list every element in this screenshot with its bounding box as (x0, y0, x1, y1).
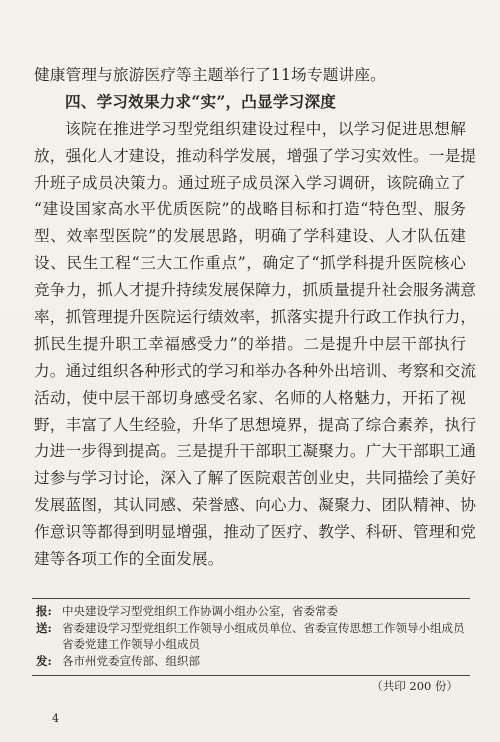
body-line: 放，强化人才建设，推动科学发展，增强了学习实效性。一是提 (34, 146, 477, 165)
report-to-label: 报: (36, 604, 52, 618)
send-to-row-continued (32, 636, 470, 653)
send-to-row (32, 620, 470, 637)
body-line: 过参与学习讨论，深入了解了医院艰苦创业史，共同描绘了美好 (34, 469, 477, 488)
body-line: 作意识等都得到明显增强，推动了医疗、教学、科研、管理和党 (34, 523, 477, 542)
body-line: 竞争力，抓人才提升持续发展保障力，抓质量提升社会服务满意 (34, 281, 477, 300)
page-number: 4 (52, 712, 59, 725)
body-line: 力进一步得到提高。三是提升干部职工凝聚力。广大干部职工通 (34, 442, 477, 461)
body-line: 设、民生工程“三大工作重点”，确定了“抓学科提升医院核心 (34, 254, 466, 273)
distribution-list (32, 598, 470, 676)
section-heading: 四、学习效果力求“实”，凸显学习深度 (65, 91, 337, 111)
print-count: （共印 200 份） (371, 679, 458, 693)
issue-to-row (32, 653, 470, 670)
body-line: 建等各项工作的全面发展。 (34, 550, 224, 569)
send-to-label: 送: (36, 620, 52, 635)
body-line: 升班子成员决策力。通过班子成员深入学习调研，该院确立了 (34, 173, 466, 192)
issue-to-label: 发: (36, 653, 52, 668)
body-line: 野，丰富了人生经验，升华了思想境界，提高了综合素养，执行 (34, 415, 477, 434)
document-body (34, 62, 477, 573)
report-to-row (32, 603, 470, 620)
body-line: “建设国家高水平优质医院”的战略目标和打造“特色型、服务 (34, 200, 466, 219)
body-line: 活动，使中层干部切身感受名家、名师的人格魅力，开拓了视 (34, 388, 466, 407)
body-line: 率，抓管理提升医院运行绩效率，抓落实提升行政工作执行力， (34, 308, 477, 327)
send-to-text-continued: 省委党建工作领导小组成员 (62, 637, 200, 651)
body-line: 该院在推进学习型党组织建设过程中，以学习促进思想解 (65, 119, 466, 138)
report-to-text: 中央建设学习型党组织工作协调小组办公室，省委常委 (62, 604, 338, 618)
issue-to-text: 各市州党委宣传部、组织部 (62, 653, 200, 668)
body-line: 健康管理与旅游医疗等主题举行了11场专题讲座。 (34, 66, 386, 84)
body-line: 发展蓝图，其认同感、荣誉感、向心力、凝聚力、团队精神、协 (34, 496, 477, 515)
send-to-text: 省委建设学习型党组织工作领导小组成员单位、省委宣传思想工作领导小组成员 (62, 620, 465, 635)
body-line: 力。通过组织各种形式的学习和举办各种外出培训、考察和交流 (34, 361, 477, 380)
body-line: 抓民生提升职工幸福感受力”的举措。二是提升中层干部执行 (34, 334, 466, 353)
body-line: 型、效率型医院”的发展思路，明确了学科建设、人才队伍建 (34, 227, 466, 246)
